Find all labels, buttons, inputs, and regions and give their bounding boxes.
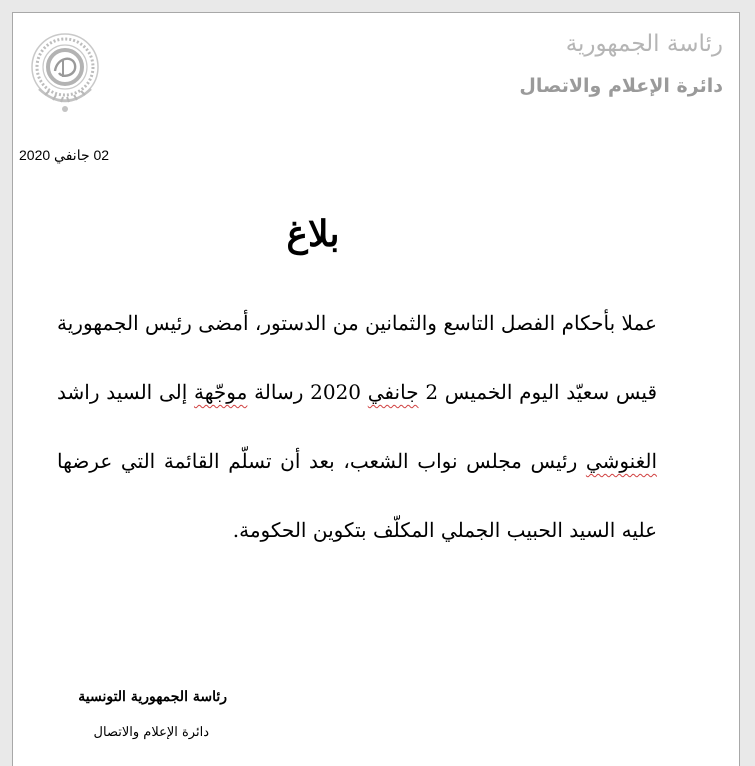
body-text-part: إلى السيد راشد [57, 380, 194, 404]
document-page [12, 12, 740, 766]
spellcheck-word: الغنوشي [585, 449, 657, 473]
body-text-part: رئيس مجلس نواب الشعب، بعد أن تسلّم القائمة التي عرضها عليه السيد الحبيب الجملي المكلّف بتكوين الحكومة. [57, 449, 657, 542]
signature-department: دائرة الإعلام والاتصال [93, 725, 209, 740]
body-text-part: 2020 رسالة [247, 380, 368, 404]
spellcheck-word: جانفي [367, 380, 419, 404]
document-body [57, 289, 657, 565]
document-date: 02 جانفي 2020 [19, 147, 110, 163]
header-department: دائرة الإعلام والاتصال [519, 75, 723, 97]
document-heading: بلاغ [286, 213, 340, 255]
spellcheck-word: موجّهة [193, 380, 248, 404]
header-title: رئاسة الجمهورية [565, 31, 723, 57]
signature-name: رئاسة الجمهورية التونسية [78, 689, 227, 705]
body-text-part: عملا بأحكام الفصل التاسع والثمانين من الدستور، أمضى رئيس الجمهورية قيس سعيّد اليوم الخميس 2 [57, 311, 658, 404]
presidency-seal-icon [27, 29, 103, 117]
